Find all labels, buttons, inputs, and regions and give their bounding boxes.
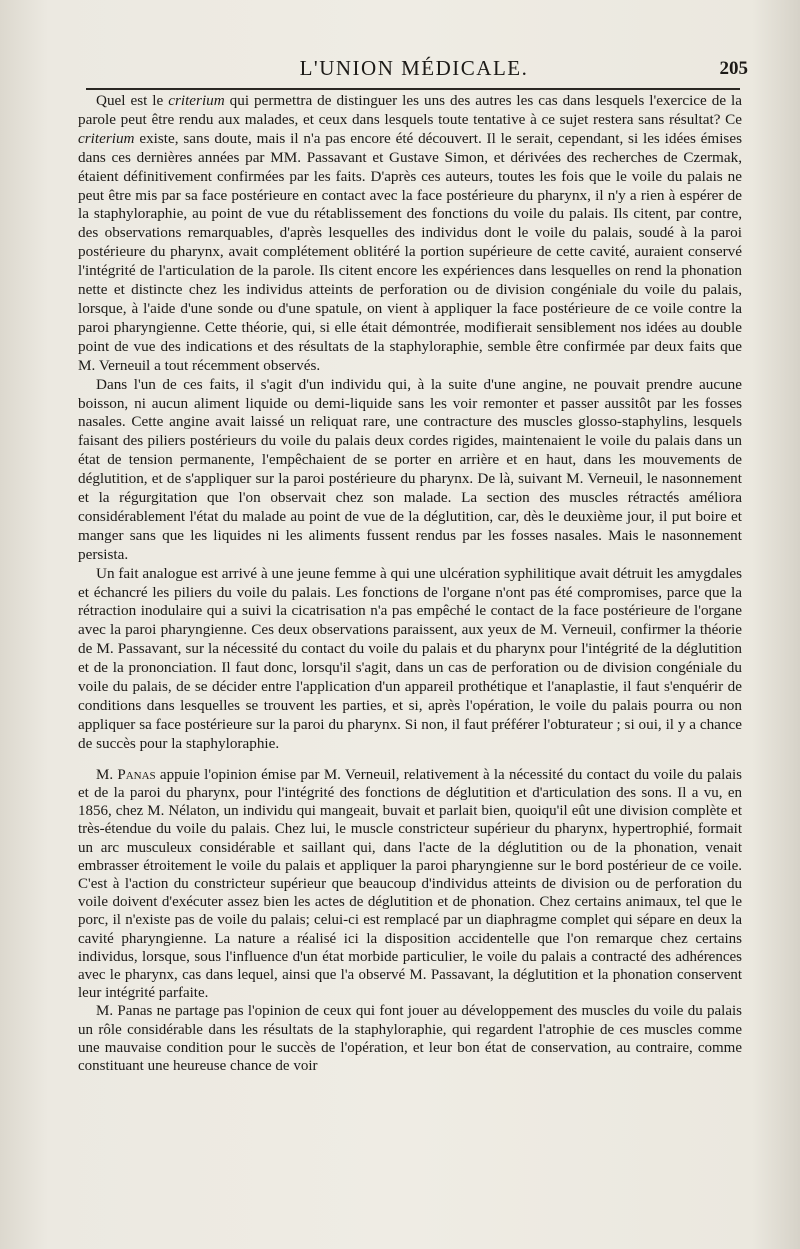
paragraph-first-case: Dans l'un de ces faits, il s'agit d'un individu qui, à la suite d'une angine, ne pouvait prendre aucune boisson, ni aucun aliment liquide ou demi-liquide sans les voir remonter et passer aussitôt par les fosses nasales. Cette angine avait laissé un reliquat rare, une contracture des muscles glosso-staphylins, lesquels faisant des piliers postérieurs du voile du palais deux cordes rigides, maintenaient le voile du palais dans un état de tension permanente, l'empêchaient de se porter en arrière et en haut, dans les mouvements de déglutition, et de s'appliquer sur la paroi postérieure du pharynx. De là, suivant M. Verneuil, le nasonnement et la régurgitation que l'on observait chez son malade. La section des muscles rétractés améliora considérablement l'état du malade au point de vue de la déglutition, car, dès le deuxième jour, il put boire et manger sans que les liquides ni les aliments fussent rendus par les fosses nasales. Mais le nasonnement persista. <box>78 375 742 563</box>
page-number: 205 <box>719 58 748 79</box>
emphasis-criterium: criterium <box>168 92 225 109</box>
speaker-name: M. Panas <box>96 766 156 783</box>
journal-title: L'UNION MÉDICALE. <box>299 56 529 80</box>
paragraph-panas-muscles: M. Panas ne partage pas l'opinion de ceux qui font jouer au développement des muscles du voile du palais un rôle considérable dans les résultats de la staphyloraphie, qui regardent l'atrophie de ces muscles comme une mauvaise condition pour le succès de l'opération, et leur bon état de conservation, au contraire, comme constituant une heureuse chance de voir <box>78 1003 742 1074</box>
paragraph-text: qui permettra de distinguer les uns des autres les cas dans lesquels l'exercice de la parole peut être rendu aux malades, et ceux dans lesquels toute tentative à ce sujet restera sans résultat? Ce <box>78 92 742 128</box>
paragraph-text: appuie l'opinion émise par M. Verneuil, relativement à la nécessité du contact du voile du palais et de la paroi du pharynx, pour l'intégrité des fonctions de déglutition et d'articulation des sons. Il a vu, en 1856, chez M. Nélaton, un individu qui mangeait, buvait et parlait bien, quoiqu'il eût une division complète et très-étendue du voile du palais. Chez lui, le muscle constricteur supérieur du pharynx, hypertrophié, formait un arc musculeux considérable et saillant qui, dans l'acte de la déglutition ou de la phonation, venait embrasser étroitement le voile du palais et appliquer la paroi pharyngienne sur le bord postérieur de ce voile. C'est à l'action du constricteur supérieur que beaucoup d'individus atteints de division ou de perforation du voile doivent d'exécuter assez bien les actes de déglutition et de phonation. Chez certains animaux, tel que le porc, il n'existe pas de voile du palais; celui-ci est remplacé par un diaphragme complet qui sépare en deux la cavité pharyngienne. La nature a réalisé ici la disposition accidentelle que l'on remarque chez certains individus, lorsque, sous l'influence d'un état morbide particulier, le voile du palais a contracté des adhérences avec le pharynx, cas dans lequel, ainsi que l'a observé M. Passavant, la déglutition et la phonation conservent leur intégrité parfaite. <box>78 766 742 1002</box>
running-head <box>78 52 750 86</box>
paragraph-text: Quel est le <box>96 92 169 109</box>
header-rule <box>86 88 740 90</box>
paragraph-second-case: Un fait analogue est arrivé à une jeune femme à qui une ulcération syphilitique avait détruit les amygdales et échancré les piliers du voile du palais. Les fonctions de l'organe n'ont pas été compromises, parce que la rétraction inodulaire qui a suivi la cicatrisation n'a pas empêché le contact de la face postérieure de l'organe avec la paroi pharyngienne. Ces deux observations paraissent, aux yeux de M. Verneuil, confirmer la théorie de M. Passavant, sur la nécessité du contact du voile du palais et du pharynx pour l'intégrité de la déglutition et de la prononciation. Il faut donc, lorsqu'il s'agit, dans un cas de perforation ou de division congéniale du voile du palais, de se décider entre l'application d'un appareil prothétique et l'anaplastie, il faut s'enquérir de conditions dans lesquelles se trouvent les parties, et si, après l'opération, le voile du palais pourra ou non appliquer sa face postérieure sur la paroi du pharynx. Si non, il faut préférer l'obturateur ; si oui, il y a chance de succès pour la staphyloraphie. <box>78 564 742 752</box>
paragraph-text: existe, sans doute, mais il n'a pas encore été découvert. Il le serait, cependant, si les idées émises dans ces dernières années par MM. Passavant et Gustave Simon, et dérivées des recherches de Czermak, étaient définitivement confirmées par les faits. D'après ces auteurs, toutes les fois que le voile du palais ne peut être mis par sa face postérieure en contact avec la face postérieure du pharynx, il n'y a rien à espérer de la staphyloraphie, au point de vue du rétablissement des fonctions du voile du palais. Ils citent, par contre, des observations remarquables, d'après lesquelles des individus dont le voile du palais, soudé à la paroi postérieure du pharynx, avait complétement oblitéré la portion supérieure de cette cavité, auraient conservé l'intégrité de l'articulation de la parole. Ils citent encore les expériences dans lesquelles on rend la phonation nette et distincte chez les individus atteints de perforation ou de division congéniale du voile du palais, lorsque, à l'aide d'une sonde ou d'une spatule, on vient à appliquer la face postérieure de ce voile contre la paroi pharyngienne. Cette théorie, qui, si elle était démontrée, modifierait sensiblement nos idées au double point de vue des indications et des résultats de la staphyloraphie, semble être confirmée par deux faits que M. Verneuil a tout récemment observés. <box>78 129 742 374</box>
paragraph-panas-opinion <box>78 766 742 1003</box>
article-body <box>78 92 742 1075</box>
paragraph-criterium <box>78 92 742 376</box>
emphasis-criterium: criterium <box>78 129 135 147</box>
